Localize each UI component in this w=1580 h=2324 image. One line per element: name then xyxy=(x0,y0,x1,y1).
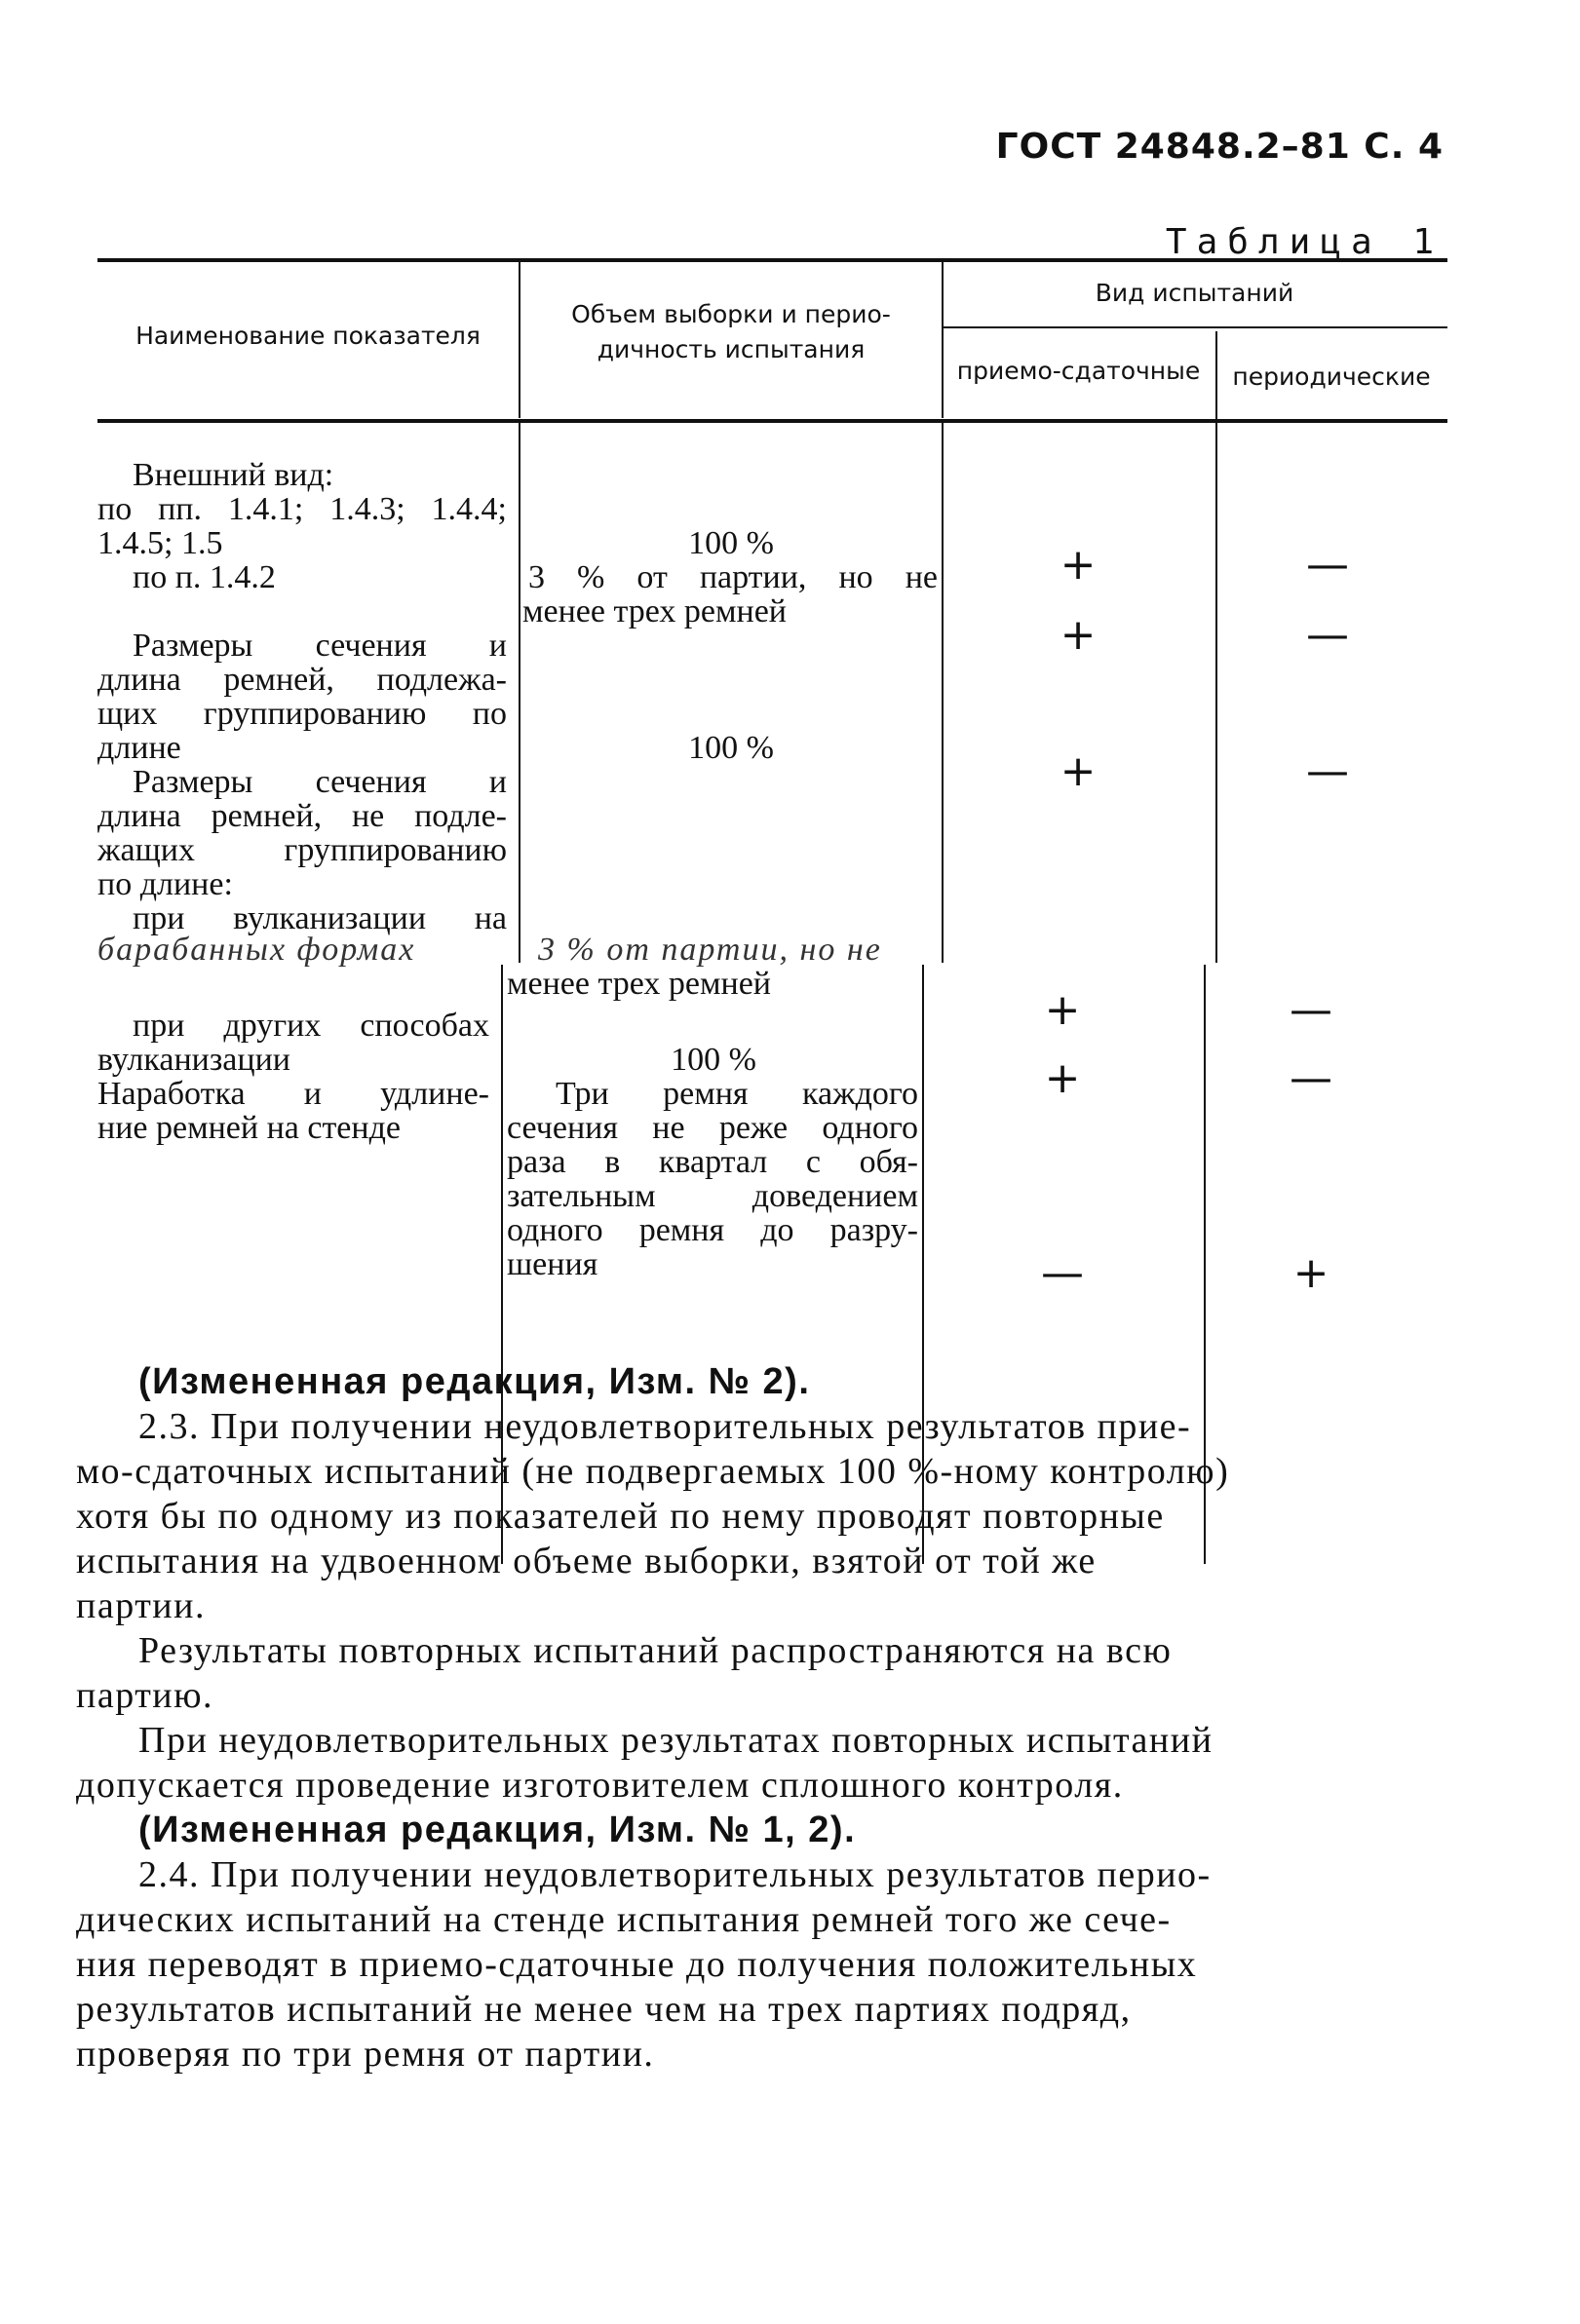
bench-sample-3: раза в квартал с обя- xyxy=(507,1144,918,1180)
sample-3pct-3: менее трех ремней xyxy=(507,966,771,1002)
row-dims-grouped-3: щих группированию по xyxy=(97,696,507,732)
bench-sample-5: одного ремня до разру- xyxy=(507,1212,918,1248)
mark-periodic-dims-grouped: — xyxy=(1306,746,1349,796)
mark-acceptance-vulc-drum: + xyxy=(1044,985,1081,1035)
document-header: ГОСТ 24848.2–81 С. 4 xyxy=(995,127,1444,167)
sample-3pct-garbled: 3 % от партии, но не xyxy=(538,932,882,968)
p23-line-3: хотя бы по одному из показателей по нему проводят повторные xyxy=(76,1496,1165,1537)
edit-note-1: (Измененная редакция, Изм. № 2). xyxy=(138,1361,811,1402)
header-periodic: периодические xyxy=(1232,362,1431,391)
bench-sample-2: сечения не реже одного xyxy=(507,1110,918,1146)
mark-acceptance-dims-grouped: + xyxy=(1060,746,1097,796)
col-divider xyxy=(519,262,520,418)
body-text xyxy=(76,1359,1426,2076)
header-acceptance: приемо-сдаточные xyxy=(956,357,1201,385)
mark-periodic-appearance-a: — xyxy=(1306,540,1349,590)
sample-100: 100 % xyxy=(688,525,774,561)
row-vulc-drum-1: при вулканизации на xyxy=(133,900,507,936)
mark-periodic-vulc-drum: — xyxy=(1290,985,1332,1035)
header-indicator: Наименование показателя xyxy=(135,322,481,350)
mark-acceptance-bench: — xyxy=(1041,1248,1084,1298)
row-appearance-title: Внешний вид: xyxy=(133,457,334,493)
p24-line-3: ния переводят в приемо-сдаточные до получения положительных xyxy=(76,1944,1198,1985)
test-type-rule xyxy=(942,326,1447,328)
bench-sample-1: Три ремня каждого xyxy=(556,1076,918,1112)
table-caption: Таблица 1 xyxy=(1165,222,1444,262)
header-sample: Объем выборки и перио-дичность испытания xyxy=(571,300,891,363)
p-repeat-line-1: Результаты повторных испытаний распространяются на всю xyxy=(138,1630,1173,1671)
table-header-rule xyxy=(97,419,1447,423)
sample-100-c: 100 % xyxy=(671,1042,756,1078)
mark-periodic-vulc-other: — xyxy=(1290,1053,1332,1103)
row-appearance-b: по п. 1.4.2 xyxy=(133,559,276,595)
p24-line-2: дических испытаний на стенде испытания ремней того же сече- xyxy=(76,1899,1172,1940)
row-dims-grouped-4: длине xyxy=(97,730,181,766)
mark-acceptance-vulc-other: + xyxy=(1044,1053,1081,1103)
bench-sample-4: зательным доведением xyxy=(507,1178,918,1214)
p23-line-1: 2.3. При получении неудовлетворительных результатов прие- xyxy=(138,1406,1192,1447)
col-divider xyxy=(942,422,944,963)
p24-line-4: результатов испытаний не менее чем на трех партиях подряд, xyxy=(76,1989,1132,2030)
p-repeat-line-2: партию. xyxy=(76,1675,214,1716)
p23-line-4: испытания на удвоенном объеме выборки, взятой от той же xyxy=(76,1541,1097,1581)
p23-line-5: партии. xyxy=(76,1585,206,1626)
p24-line-1: 2.4. При получении неудовлетворительных результатов перио- xyxy=(138,1854,1212,1895)
p24-line-5: проверяя по три ремня от партии. xyxy=(76,2034,655,2075)
p-unsat-line-2: допускается проведение изготовителем сплошного контроля. xyxy=(76,1765,1124,1806)
row-appearance-a: по пп. 1.4.1; 1.4.3; 1.4.4; xyxy=(97,491,507,527)
row-vulc-drum-2: барабанных формах xyxy=(97,932,416,968)
mark-periodic-bench: + xyxy=(1292,1248,1330,1298)
row-dims-grouped-2: длина ремней, подлежа- xyxy=(97,662,507,698)
col-divider xyxy=(519,422,520,963)
sample-3pct-1: 3 % от партии, но не xyxy=(528,559,938,595)
mark-periodic-appearance-b: — xyxy=(1306,610,1349,660)
mark-acceptance-appearance-a: + xyxy=(1060,540,1097,590)
row-bench-1: Наработка и удлине- xyxy=(97,1076,489,1112)
bench-sample-6: шения xyxy=(507,1246,598,1282)
p23-line-2: мо-сдаточных испытаний (не подвергаемых 100 %-ному контролю) xyxy=(76,1451,1230,1492)
sample-100-b: 100 % xyxy=(688,730,774,766)
table-top-rule xyxy=(97,258,1447,262)
sample-3pct-2: менее трех ремней xyxy=(522,593,787,629)
row-dims-grouped-1: Размеры сечения и xyxy=(133,628,507,664)
header-test-type: Вид испытаний xyxy=(1095,279,1294,307)
row-dims-ungrouped-3: жащих группированию xyxy=(97,832,507,868)
row-dims-ungrouped-4: по длине: xyxy=(97,866,233,902)
col-divider xyxy=(1215,422,1217,963)
edit-note-2: (Измененная редакция, Изм. № 1, 2). xyxy=(138,1810,857,1850)
row-dims-ungrouped-1: Размеры сечения и xyxy=(133,764,507,800)
row-vulc-other-2: вулканизации xyxy=(97,1042,290,1078)
mark-acceptance-appearance-b: + xyxy=(1060,610,1097,660)
row-bench-2: ние ремней на стенде xyxy=(97,1110,401,1146)
row-appearance-a2: 1.4.5; 1.5 xyxy=(97,525,223,561)
row-vulc-other-1: при других способах xyxy=(133,1008,489,1044)
row-dims-ungrouped-2: длина ремней, не подле- xyxy=(97,798,507,834)
p-unsat-line-1: При неудовлетворительных результатах повторных испытаний xyxy=(138,1720,1214,1761)
